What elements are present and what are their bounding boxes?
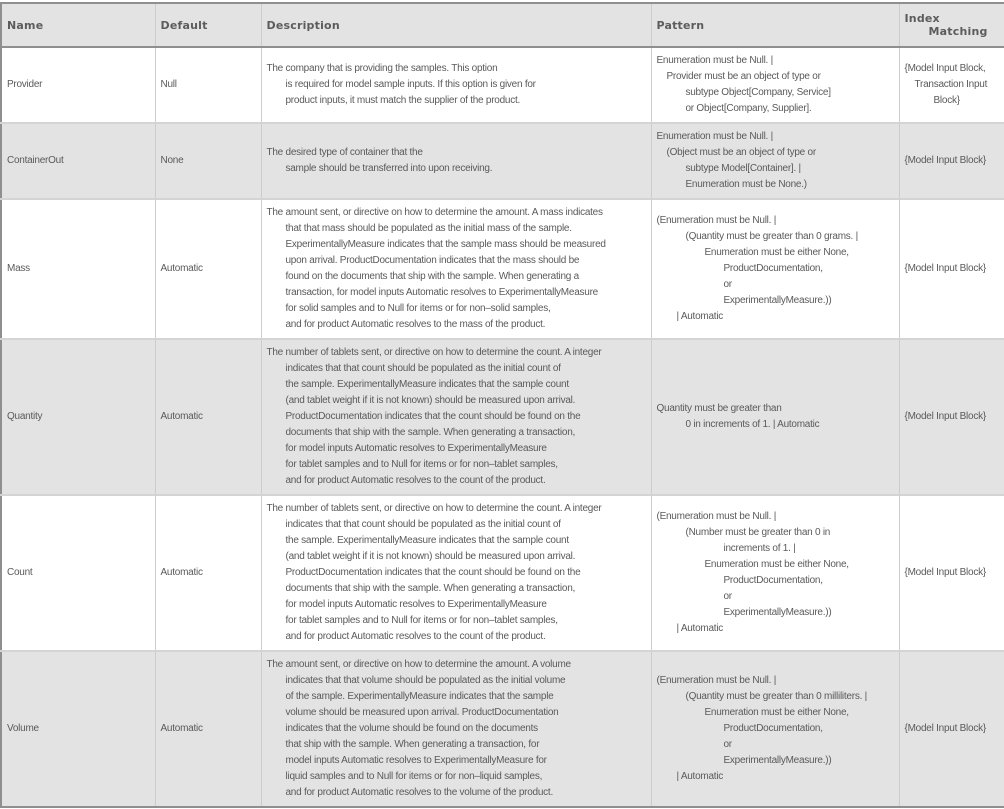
cell-name: Quantity	[1, 339, 155, 495]
pattern-line: | Automatic	[676, 311, 724, 322]
cell-description	[261, 651, 651, 807]
cell-default: Automatic	[155, 651, 261, 807]
description-line: the sample. ExperimentallyMeasure indicates that the sample count	[285, 535, 569, 546]
cell-name: ContainerOut	[1, 123, 155, 199]
pattern-line: Enumeration must be either None,	[704, 559, 849, 570]
description-line: indicates that that count should be populated as the initial count of	[285, 519, 561, 530]
pattern-line: ProductDocumentation,	[723, 575, 823, 586]
index-matching-line: {Model Input Block}	[904, 263, 986, 274]
cell-pattern	[651, 339, 899, 495]
cell-index-matching	[899, 199, 1004, 339]
pattern-line: Enumeration must be either None,	[704, 707, 849, 718]
cell-default: Automatic	[155, 339, 261, 495]
index-matching-line: {Model Input Block}	[904, 567, 986, 578]
description-line: for tablet samples and to Null for items or for non–tablet samples,	[285, 459, 558, 470]
table-row	[1, 199, 1004, 339]
pattern-line: Enumeration must be Null. |	[656, 131, 773, 142]
cell-index-matching	[899, 339, 1004, 495]
pattern-line: ExperimentallyMeasure.))	[723, 755, 832, 766]
index-matching-line: Block}	[933, 95, 960, 106]
description-line: The amount sent, or directive on how to determine the amount. A volume	[266, 659, 571, 670]
options-table	[0, 2, 1004, 808]
pattern-line: (Object must be an object of type or	[666, 147, 816, 158]
description-line: liquid samples and to Null for items or for non–liquid samples,	[285, 771, 543, 782]
index-matching-line: {Model Input Block,	[904, 63, 986, 74]
description-line: for model inputs Automatic resolves to ExperimentallyMeasure	[285, 599, 547, 610]
pattern-line: (Enumeration must be Null. |	[656, 675, 777, 686]
cell-index-matching	[899, 495, 1004, 651]
description-line: The number of tablets sent, or directive on how to determine the count. A integer	[266, 347, 602, 358]
header-pattern: Pattern	[651, 3, 899, 47]
description-line: for model inputs Automatic resolves to ExperimentallyMeasure	[285, 443, 547, 454]
description-line: and for product Automatic resolves to the volume of the product.	[285, 787, 553, 798]
cell-index-matching	[899, 651, 1004, 807]
cell-description	[261, 339, 651, 495]
header-default: Default	[155, 3, 261, 47]
pattern-line: or	[723, 279, 732, 290]
pattern-line: or	[723, 739, 732, 750]
header-index-matching	[899, 3, 1004, 47]
table-row	[1, 47, 1004, 123]
index-matching-line: {Model Input Block}	[904, 723, 986, 734]
pattern-line: increments of 1. |	[723, 543, 796, 554]
pattern-line: (Quantity must be greater than 0 milliliters. |	[685, 691, 867, 702]
table-row	[1, 339, 1004, 495]
pattern-line: Quantity must be greater than	[656, 403, 782, 414]
pattern-line: (Enumeration must be Null. |	[656, 215, 777, 226]
cell-pattern	[651, 123, 899, 199]
description-line: for tablet samples and to Null for items or for non–tablet samples,	[285, 615, 558, 626]
description-line: indicates that that count should be populated as the initial count of	[285, 363, 561, 374]
description-line: that ship with the sample. When generating a transaction, for	[285, 739, 540, 750]
cell-index-matching	[899, 47, 1004, 123]
cell-name: Provider	[1, 47, 155, 123]
description-line: and for product Automatic resolves to the count of the product.	[285, 631, 546, 642]
description-line: found on the documents that ship with the sample. When generating a	[285, 271, 579, 282]
pattern-line: (Number must be greater than 0 in	[685, 527, 831, 538]
pattern-line: ProductDocumentation,	[723, 263, 823, 274]
pattern-line: Provider must be an object of type or	[666, 71, 821, 82]
cell-name: Volume	[1, 651, 155, 807]
pattern-line: (Quantity must be greater than 0 grams. |	[685, 231, 858, 242]
cell-default: Automatic	[155, 495, 261, 651]
description-line: ExperimentallyMeasure indicates that the sample mass should be measured	[285, 239, 606, 250]
description-line: ProductDocumentation indicates that the count should be found on the	[285, 411, 581, 422]
description-line: the sample. ExperimentallyMeasure indicates that the sample count	[285, 379, 569, 390]
cell-description	[261, 199, 651, 339]
description-line: The company that is providing the samples. This option	[266, 63, 498, 74]
description-line: documents that ship with the sample. When generating a transaction,	[285, 427, 576, 438]
description-line: that that mass should be populated as the initial mass of the sample.	[285, 223, 572, 234]
cell-pattern	[651, 199, 899, 339]
pattern-line: Enumeration must be either None,	[704, 247, 849, 258]
description-line: model inputs Automatic resolves to ExperimentallyMeasure for	[285, 755, 547, 766]
description-line: upon arrival. ProductDocumentation indicates that the mass should be	[285, 255, 580, 266]
description-line: transaction, for model inputs Automatic resolves to ExperimentallyMeasure	[285, 287, 598, 298]
description-line: and for product Automatic resolves to the count of the product.	[285, 475, 546, 486]
description-line: for solid samples and to Null for items or for non–solid samples,	[285, 303, 551, 314]
pattern-line: | Automatic	[676, 771, 724, 782]
index-matching-line: {Model Input Block}	[904, 411, 986, 422]
pattern-line: ProductDocumentation,	[723, 723, 823, 734]
description-line: The number of tablets sent, or directive on how to determine the count. A integer	[266, 503, 602, 514]
header-index-matching-line1: Index	[904, 12, 940, 25]
description-line: volume should be measured upon arrival. ProductDocumentation	[285, 707, 559, 718]
description-line: indicates that the volume should be found on the documents	[285, 723, 538, 734]
cell-description	[261, 495, 651, 651]
description-line: The amount sent, or directive on how to determine the amount. A mass indicates	[266, 207, 603, 218]
table-row	[1, 123, 1004, 199]
cell-description	[261, 47, 651, 123]
pattern-line: or	[723, 591, 732, 602]
description-line: product inputs, it must match the supplier of the product.	[285, 95, 521, 106]
header-index-matching-line2: Matching	[928, 25, 988, 38]
table-row	[1, 495, 1004, 651]
index-matching-line: Transaction Input	[914, 79, 988, 90]
description-line: sample should be transferred into upon receiving.	[285, 163, 493, 174]
pattern-line: Enumeration must be None.)	[685, 179, 807, 190]
pattern-line: 0 in increments of 1. | Automatic	[685, 419, 820, 430]
pattern-line: Enumeration must be Null. |	[656, 55, 773, 66]
cell-name: Count	[1, 495, 155, 651]
pattern-line: ExperimentallyMeasure.))	[723, 295, 832, 306]
pattern-line: subtype Model[Container]. |	[685, 163, 801, 174]
cell-pattern	[651, 651, 899, 807]
description-line: of the sample. ExperimentallyMeasure indicates that the sample	[285, 691, 554, 702]
cell-default: Null	[155, 47, 261, 123]
pattern-line: | Automatic	[676, 623, 724, 634]
cell-pattern	[651, 47, 899, 123]
description-line: The desired type of container that the	[266, 147, 423, 158]
description-line: ProductDocumentation indicates that the count should be found on the	[285, 567, 581, 578]
cell-index-matching	[899, 123, 1004, 199]
description-line: (and tablet weight if it is not known) should be measured upon arrival.	[285, 395, 576, 406]
cell-description	[261, 123, 651, 199]
description-line: is required for model sample inputs. If this option is given for	[285, 79, 536, 90]
description-line: and for product Automatic resolves to the mass of the product.	[285, 319, 546, 330]
cell-default: None	[155, 123, 261, 199]
pattern-line: subtype Object[Company, Service]	[685, 87, 831, 98]
table-header-row	[1, 3, 1004, 47]
pattern-line: or Object[Company, Supplier].	[685, 103, 812, 114]
pattern-line: ExperimentallyMeasure.))	[723, 607, 832, 618]
description-line: documents that ship with the sample. When generating a transaction,	[285, 583, 576, 594]
index-matching-line: {Model Input Block}	[904, 155, 986, 166]
description-line: indicates that that volume should be populated as the initial volume	[285, 675, 566, 686]
table-row	[1, 651, 1004, 807]
header-name: Name	[1, 3, 155, 47]
header-description: Description	[261, 3, 651, 47]
cell-default: Automatic	[155, 199, 261, 339]
pattern-line: (Enumeration must be Null. |	[656, 511, 777, 522]
description-line: (and tablet weight if it is not known) should be measured upon arrival.	[285, 551, 576, 562]
cell-pattern	[651, 495, 899, 651]
cell-name: Mass	[1, 199, 155, 339]
